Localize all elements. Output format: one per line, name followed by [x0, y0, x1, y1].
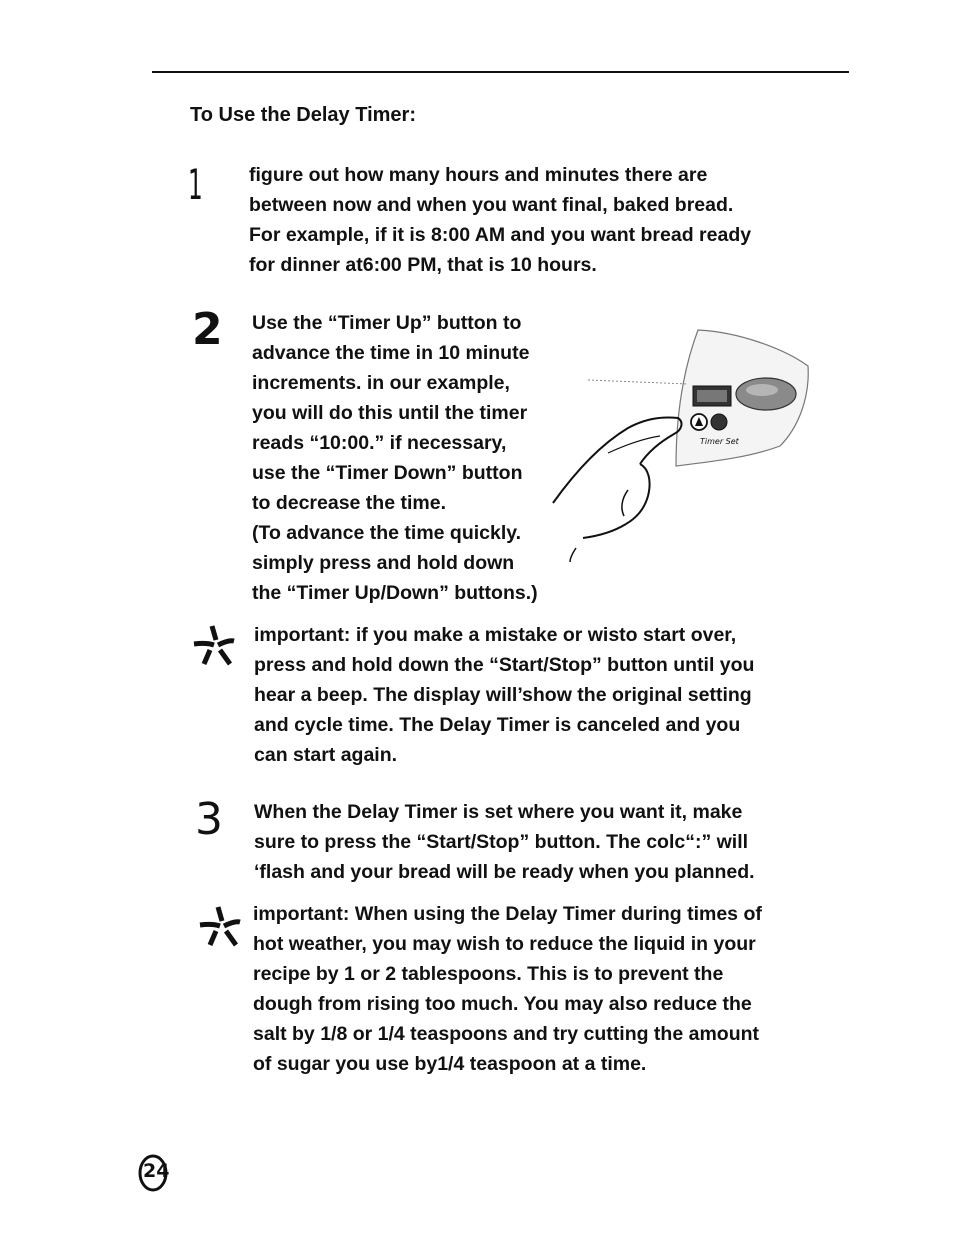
text-line: advance the time in 10 minute — [252, 342, 530, 364]
step-1-text — [249, 160, 751, 280]
text-line: salt by 1/8 or 1/4 teaspoons and try cutting the amount — [253, 1023, 760, 1045]
text-line: for dinner at6:00 PM, that is 10 hours. — [249, 254, 597, 276]
text-line: to decrease the time. — [252, 492, 446, 514]
text-line: recipe by 1 or 2 tablespoons. This is to prevent the — [253, 963, 724, 985]
section-heading: To Use the Delay Timer: — [190, 104, 416, 126]
text-line: (To advance the time quickly. — [252, 522, 522, 544]
text-line: dough from rising too much. You may also reduce the — [253, 993, 752, 1015]
bread-machine-panel-icon — [548, 318, 820, 586]
text-line: hot weather, you may wish to reduce the liquid in your — [253, 933, 756, 955]
text-line: figure out how many hours and minutes there are — [249, 164, 708, 186]
text-line: use the “Timer Down” button — [252, 462, 523, 484]
asterisk-note-icon — [192, 622, 236, 666]
text-line: the “Timer Up/Down” buttons.) — [252, 582, 538, 604]
text-line: you will do this until the timer — [252, 402, 528, 424]
panel-label: Timer Set — [700, 437, 739, 446]
text-line: important: if you make a mistake or wisto start over, — [254, 624, 737, 646]
pointing-hand-icon — [548, 318, 820, 586]
text-line: simply press and hold down — [252, 552, 515, 574]
text-line: reads “10:00.” if necessary, — [252, 432, 507, 454]
text-line: between now and when you want final, baked bread. — [249, 194, 734, 216]
note-1-text — [254, 620, 754, 770]
text-line: ‘flash and your bread will be ready when you planned. — [254, 861, 755, 883]
step-number-2: 2 — [192, 304, 223, 355]
page-number-text: 24 — [143, 1160, 170, 1182]
text-line: important: When using the Delay Timer during times of — [253, 903, 762, 925]
step-number-1: 1 — [188, 160, 203, 209]
step-number-3: 3 — [195, 794, 223, 845]
text-line: For example, if it is 8:00 AM and you want bread ready — [249, 224, 752, 246]
text-line: sure to press the “Start/Stop” button. The colc“:” will — [254, 831, 749, 853]
header-rule — [152, 71, 849, 73]
page-number — [137, 1151, 177, 1195]
text-line: increments. in our example, — [252, 372, 510, 394]
step-3-text — [254, 797, 755, 887]
text-line: of sugar you use by1/4 teaspoon at a time. — [253, 1053, 647, 1075]
text-line: can start again. — [254, 744, 398, 766]
note-2-text — [253, 899, 762, 1079]
text-line: and cycle time. The Delay Timer is canceled and you — [254, 714, 741, 736]
step-2-text — [252, 308, 538, 608]
text-line: Use the “Timer Up” button to — [252, 312, 522, 334]
text-line: press and hold down the “Start/Stop” button until you — [254, 654, 755, 676]
asterisk-note-icon — [198, 903, 242, 947]
text-line: hear a beep. The display will’show the original setting — [254, 684, 752, 706]
text-line: When the Delay Timer is set where you want it, make — [254, 801, 743, 823]
